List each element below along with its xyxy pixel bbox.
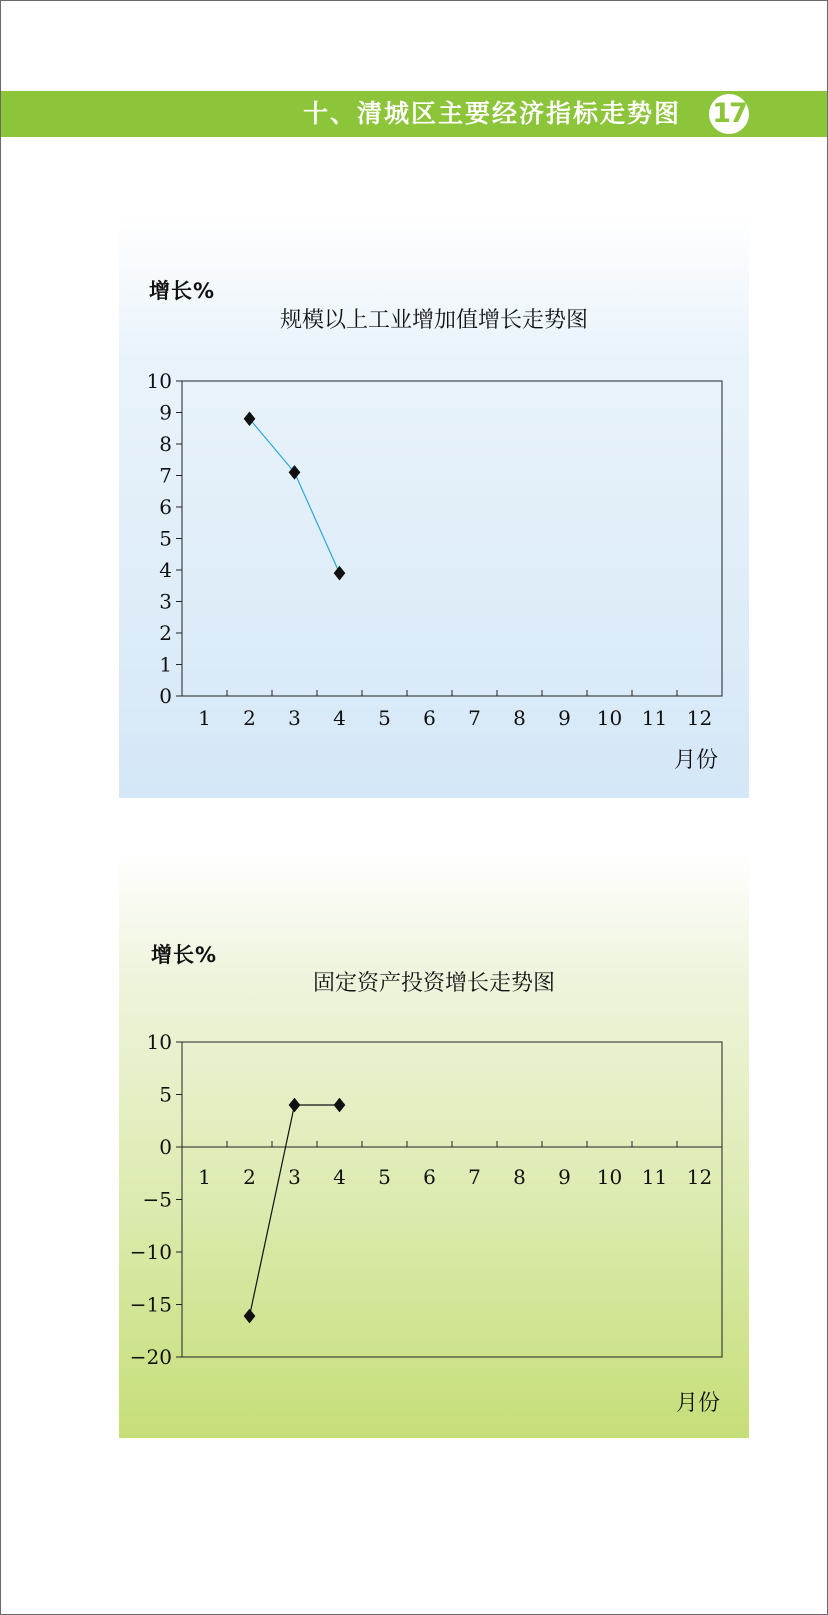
- plot-area-frame: [182, 381, 722, 696]
- x-tick-label: 9: [558, 1165, 571, 1189]
- x-tick-label: 12: [686, 706, 713, 730]
- x-tick-label: 5: [378, 706, 391, 730]
- x-tick-label: 8: [513, 706, 526, 730]
- x-tick-label: 5: [378, 1165, 391, 1189]
- y-tick-label: −20: [129, 1345, 172, 1369]
- y-tick-label: −10: [129, 1240, 172, 1264]
- chart-panel-industrial: [119, 213, 749, 798]
- y-tick-label: 10: [146, 369, 172, 393]
- x-tick-label: 10: [596, 706, 623, 730]
- x-tick-label: 7: [468, 1165, 481, 1189]
- chart-xlabel: 月份: [674, 748, 719, 773]
- x-tick-label: 4: [333, 1165, 346, 1189]
- page-number-badge: 17: [709, 94, 749, 134]
- y-tick-label: 5: [159, 1082, 172, 1107]
- x-tick-label: 3: [288, 706, 301, 730]
- y-tick-label: −15: [129, 1292, 172, 1317]
- data-point-marker: [334, 1098, 345, 1112]
- chart-panel-investment: [119, 851, 749, 1438]
- x-tick-label: 2: [243, 706, 256, 730]
- x-tick-label: 4: [333, 706, 346, 730]
- x-tick-label: 11: [641, 706, 668, 730]
- x-tick-label: 8: [513, 1165, 526, 1189]
- x-tick-label: 1: [198, 706, 211, 730]
- x-tick-label: 2: [243, 1165, 256, 1189]
- y-tick-label: 10: [146, 1030, 172, 1054]
- series-line: [250, 1105, 340, 1316]
- chart-title: 固定资产投资增长走势图: [312, 971, 555, 996]
- y-tick-label: −5: [142, 1187, 172, 1212]
- x-tick-label: 7: [468, 706, 481, 730]
- y-tick-label: 7: [159, 463, 172, 488]
- chart-xlabel: 月份: [676, 1391, 721, 1416]
- header-band: [1, 91, 827, 137]
- x-tick-label: 11: [641, 1165, 668, 1189]
- data-point-marker: [244, 1309, 255, 1323]
- y-tick-label: 0: [159, 684, 172, 708]
- chart-title: 规模以上工业增加值增长走势图: [279, 308, 588, 333]
- plot-area-frame: [182, 1042, 722, 1357]
- y-tick-label: 8: [159, 432, 172, 456]
- x-tick-label: 10: [596, 1165, 623, 1189]
- x-tick-label: 1: [198, 1165, 211, 1189]
- series-line: [250, 419, 340, 573]
- y-tick-label: 5: [159, 526, 172, 551]
- chart-ylabel: 增长%: [149, 279, 216, 303]
- data-point-marker: [289, 1098, 300, 1112]
- y-tick-label: 1: [159, 652, 172, 677]
- y-tick-label: 4: [159, 558, 172, 582]
- chart-ylabel: 增长%: [151, 943, 218, 967]
- x-tick-label: 9: [558, 706, 571, 730]
- line-chart-industrial: [119, 213, 749, 798]
- line-chart-investment: [119, 851, 749, 1438]
- y-tick-label: 3: [159, 589, 172, 614]
- y-tick-label: 9: [159, 400, 172, 425]
- page-title: 十、清城区主要经济指标走势图: [302, 99, 681, 128]
- x-tick-label: 3: [288, 1165, 301, 1189]
- y-tick-label: 6: [159, 495, 172, 519]
- y-tick-label: 2: [159, 621, 172, 645]
- y-tick-label: 0: [159, 1135, 172, 1159]
- x-tick-label: 6: [423, 706, 436, 730]
- data-point-marker: [334, 566, 345, 580]
- x-tick-label: 12: [686, 1165, 713, 1189]
- x-tick-label: 6: [423, 1165, 436, 1189]
